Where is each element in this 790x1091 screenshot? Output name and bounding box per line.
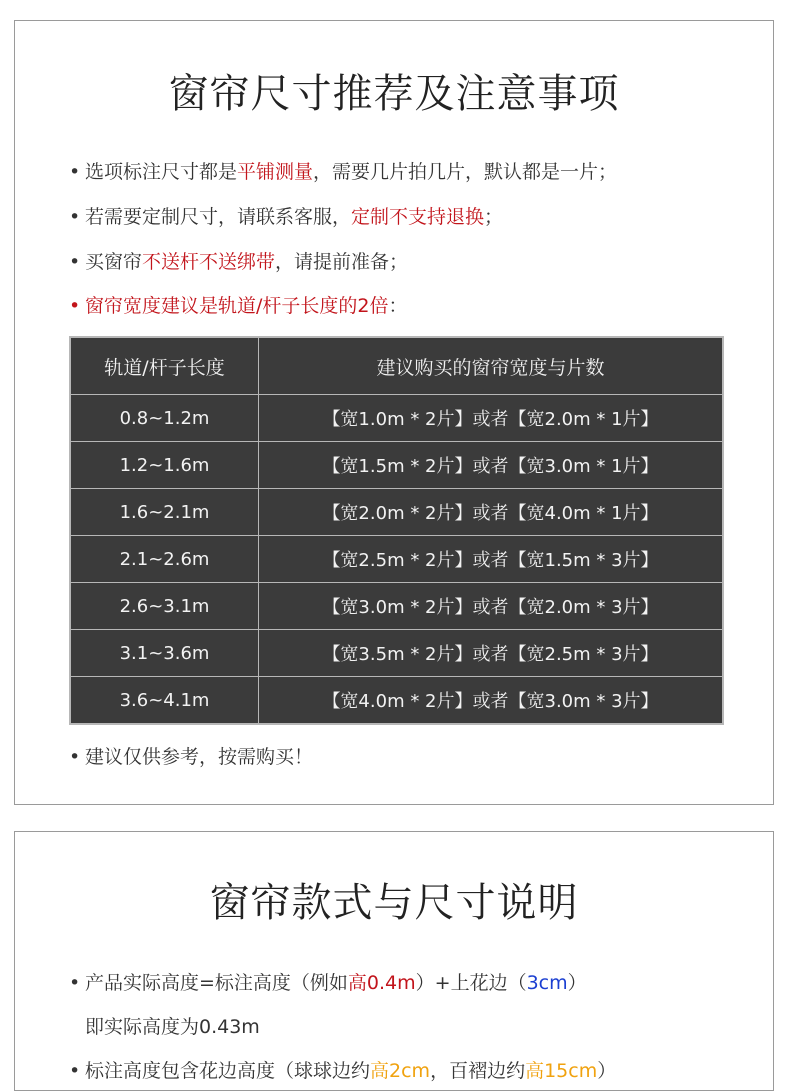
recommendation-cell: 【宽1.5m * 2片】或者【宽3.0m * 1片】 [259,442,724,489]
note-actual-height: • 产品实际高度=标注高度（例如高0.4m）+上花边（3cm） [69,969,587,997]
column-header-recommendation: 建议购买的窗帘宽度与片数 [259,337,724,395]
note-trim-height: • 标注高度包含花边高度（球球边约高2cm，百褶边约高15cm） [69,1057,616,1085]
rod-length-cell: 2.6~3.1m [70,583,259,630]
note-measurement: • 选项标注尺寸都是平铺测量，需要几片拍几片，默认都是一片； [69,158,617,186]
rod-length-cell: 3.1~3.6m [70,630,259,677]
recommendation-cell: 【宽1.0m * 2片】或者【宽2.0m * 1片】 [259,395,724,442]
note-actual-height-value: 即实际高度为0.43m [85,1016,260,1038]
bullet-icon: • [69,972,81,994]
bullet-icon: • [69,206,81,228]
note-custom-size: • 若需要定制尺寸，请联系客服，定制不支持退换； [69,203,503,231]
note-reference-only: • 建议仅供参考，按需购买！ [69,743,313,771]
rod-length-cell: 1.2~1.6m [70,442,259,489]
size-recommendation-card [14,20,774,805]
table-row [70,395,723,442]
style-size-card [14,831,774,1091]
column-header-rod-length: 轨道/杆子长度 [70,337,259,395]
bullet-icon: • [69,251,81,273]
bullet-icon: • [69,161,81,183]
rod-length-cell: 2.1~2.6m [70,536,259,583]
table-row [70,442,723,489]
note-width-advice: • 窗帘宽度建议是轨道/杆子长度的2倍： [69,292,408,320]
section-title: 窗帘款式与尺寸说明 [209,880,579,926]
size-table [69,336,724,725]
rod-length-cell: 1.6~2.1m [70,489,259,536]
recommendation-cell: 【宽4.0m * 2片】或者【宽3.0m * 3片】 [259,677,724,725]
table-header-row [70,337,723,395]
rod-length-cell: 3.6~4.1m [70,677,259,725]
bullet-icon: • [69,746,81,768]
table-row [70,677,723,725]
recommendation-cell: 【宽2.5m * 2片】或者【宽1.5m * 3片】 [259,536,724,583]
table-row [70,489,723,536]
table-row [70,630,723,677]
recommendation-cell: 【宽3.0m * 2片】或者【宽2.0m * 3片】 [259,583,724,630]
recommendation-cell: 【宽2.0m * 2片】或者【宽4.0m * 1片】 [259,489,724,536]
note-no-rod: • 买窗帘不送杆不送绑带，请提前准备； [69,248,408,276]
table-row [70,536,723,583]
bullet-icon: • [69,1060,81,1082]
bullet-icon: • [69,295,81,317]
recommendation-cell: 【宽3.5m * 2片】或者【宽2.5m * 3片】 [259,630,724,677]
section-title: 窗帘尺寸推荐及注意事项 [168,71,620,117]
rod-length-cell: 0.8~1.2m [70,395,259,442]
table-row [70,583,723,630]
